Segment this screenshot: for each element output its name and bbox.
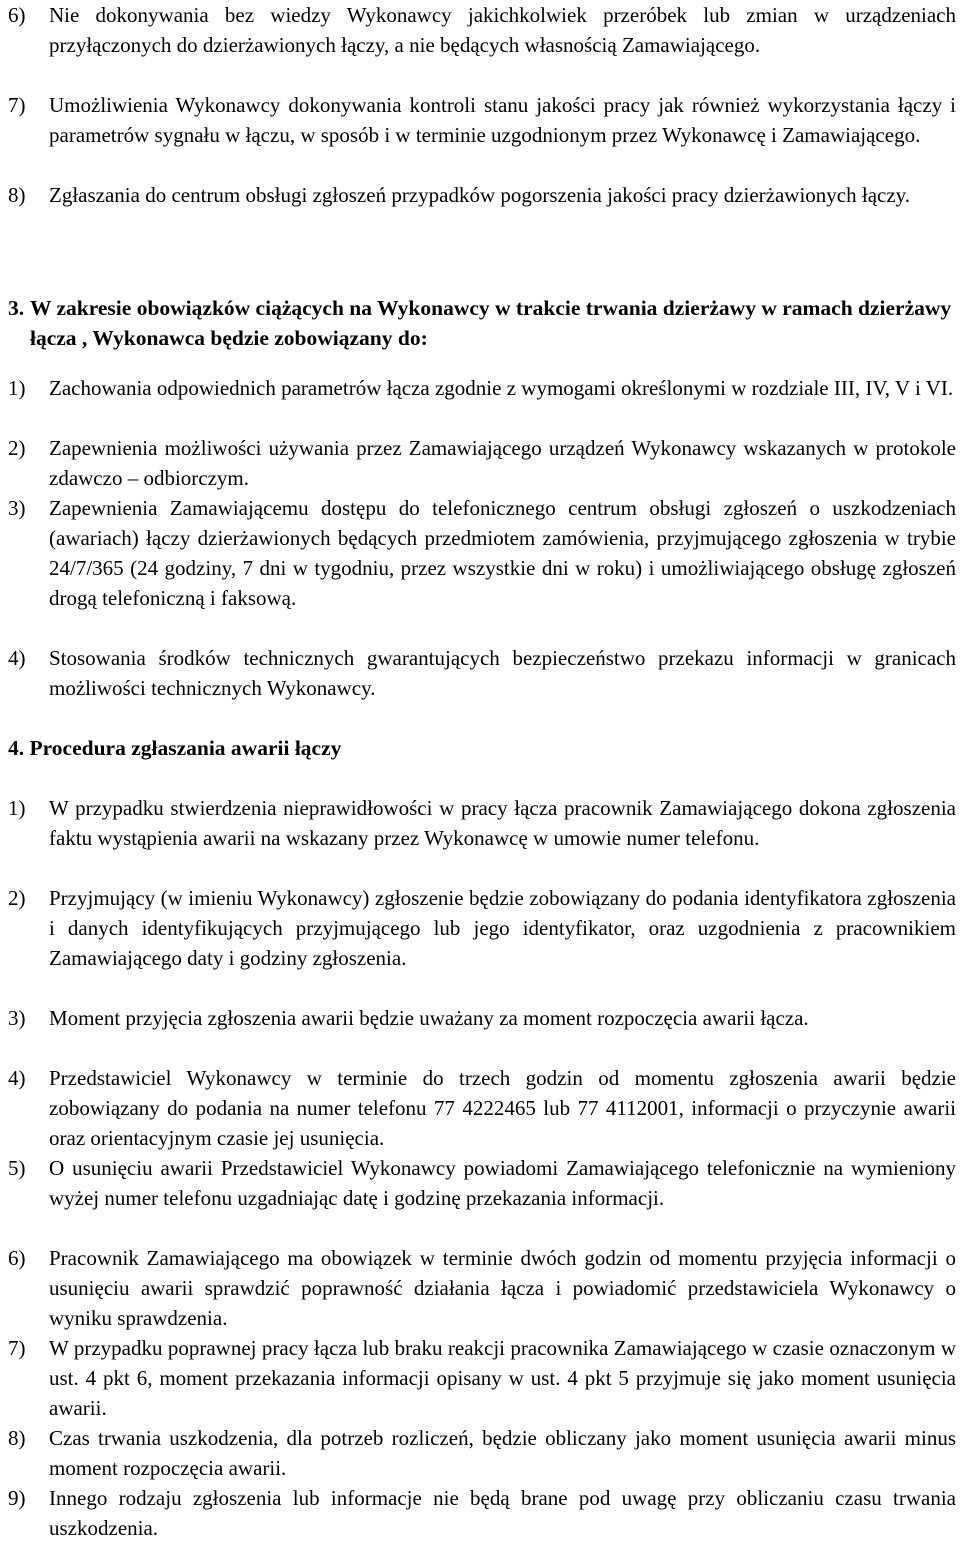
item-text: W przypadku stwierdzenia nieprawidłowości w pracy łącza pracownik Zamawiającego dokona zgłoszenia faktu wystąpienia awarii na wskazany przez Wykonawcę w umowie numer telefonu. xyxy=(49,796,956,850)
list-item xyxy=(8,643,956,703)
item-text: Zachowania odpowiednich parametrów łącza zgodnie z wymogami określonymi w rozdziale III, IV, V i VI. xyxy=(49,376,954,400)
item-number: 7) xyxy=(8,93,26,117)
item-text: Umożliwienia Wykonawcy dokonywania kontroli stanu jakości pracy jak również wykorzystania łączy i parametrów sygnału w łączu, w sposób i w terminie uzgodnionym przez Wykonawcę i Zamawiającego. xyxy=(49,93,956,147)
list-item xyxy=(8,1483,956,1543)
list-item xyxy=(8,1333,956,1423)
item-number: 1) xyxy=(8,796,26,820)
item-text: Zapewnienia możliwości używania przez Zamawiającego urządzeń Wykonawcy wskazanych w protokole zdawczo – odbiorczym. xyxy=(49,436,956,490)
list-item xyxy=(8,883,956,973)
section-title: W zakresie obowiązków ciążących na Wykonawcy w trakcie trwania dzierżawy w ramach dzierżawy łącza , Wykonawca będzie zobowiązany do: xyxy=(30,296,952,350)
item-text: W przypadku poprawnej pracy łącza lub braku reakcji pracownika Zamawiającego w czasie oznaczonym w ust. 4 pkt 6, moment przekazania informacji opisany w ust. 4 pkt 5 przyjmuje się jako moment usunięcia awarii. xyxy=(49,1336,956,1420)
item-number: 1) xyxy=(8,376,26,400)
item-number: 6) xyxy=(8,3,26,27)
item-number: 8) xyxy=(8,1426,26,1450)
item-text: Moment przyjęcia zgłoszenia awarii będzie uważany za moment rozpoczęcia awarii łącza. xyxy=(49,1006,809,1030)
list-item xyxy=(8,793,956,853)
item-number: 2) xyxy=(8,886,26,910)
list-item xyxy=(8,1063,956,1153)
item-text: Pracownik Zamawiającego ma obowiązek w terminie dwóch godzin od momentu przyjęcia informacji o usunięciu awarii sprawdzić poprawność działania łącza i powiadomić przedstawiciela Wykonawcy o wyniku sprawdzenia. xyxy=(49,1246,956,1330)
item-number: 7) xyxy=(8,1336,26,1360)
section-4-heading xyxy=(8,733,956,763)
item-number: 2) xyxy=(8,436,26,460)
item-text: Przyjmujący (w imieniu Wykonawcy) zgłoszenie będzie zobowiązany do podania identyfikatora zgłoszenia i danych identyfikujących przyjmującego lub jego identyfikator, oraz uzgodnienia z pracownikiem Zamawiającego daty i godziny zgłoszenia. xyxy=(49,886,956,970)
item-number: 9) xyxy=(8,1486,26,1510)
list-item xyxy=(8,433,956,493)
item-text: Stosowania środków technicznych gwarantujących bezpieczeństwo przekazu informacji w granicach możliwości technicznych Wykonawcy. xyxy=(49,646,956,700)
item-number: 5) xyxy=(8,1156,26,1180)
list-item xyxy=(8,493,956,613)
list-item xyxy=(8,373,956,403)
list-item xyxy=(8,1153,956,1213)
item-number: 6) xyxy=(8,1246,26,1270)
item-text: O usunięciu awarii Przedstawiciel Wykonawcy powiadomi Zamawiającego telefonicznie na wymieniony wyżej numer telefonu uzgadniając datę i godzinę przekazania informacji. xyxy=(49,1156,956,1210)
list-item xyxy=(8,1423,956,1483)
item-text: Nie dokonywania bez wiedzy Wykonawcy jakichkolwiek przeróbek lub zmian w urządzeniach przyłączonych do dzierżawionych łączy, a nie będących własnością Zamawiającego. xyxy=(49,3,956,57)
list-item xyxy=(8,180,956,210)
item-text: Zapewnienia Zamawiającemu dostępu do telefonicznego centrum obsługi zgłoszeń o uszkodzeniach (awariach) łączy dzierżawionych będących przedmiotem zamówienia, przyjmującego zgłoszenia w trybie 24/7/365 (24 godziny, 7 dni w tygodniu, przez wszystkie dni w roku) i umożliwiającego obsługę zgłoszeń drogą telefoniczną i faksową. xyxy=(49,496,956,610)
item-text: Przedstawiciel Wykonawcy w terminie do trzech godzin od momentu zgłoszenia awarii będzie zobowiązany do podania na numer telefonu 77 4222465 lub 77 4112001, informacji o przyczynie awarii oraz orientacyjnym czasie jej usunięcia. xyxy=(49,1066,956,1150)
item-number: 3) xyxy=(8,1006,26,1030)
item-number: 8) xyxy=(8,183,26,207)
list-item xyxy=(8,90,956,150)
item-number: 4) xyxy=(8,1066,26,1090)
section-number: 3. xyxy=(8,296,25,320)
item-text: Innego rodzaju zgłoszenia lub informacje nie będą brane pod uwagę przy obliczaniu czasu trwania uszkodzenia. xyxy=(49,1486,956,1540)
section-title: Procedura zgłaszania awarii łączy xyxy=(29,736,342,760)
section-3-heading xyxy=(8,293,956,353)
item-text: Zgłaszania do centrum obsługi zgłoszeń przypadków pogorszenia jakości pracy dzierżawionych łączy. xyxy=(49,183,911,207)
list-item xyxy=(8,1243,956,1333)
list-item xyxy=(8,0,956,60)
item-number: 4) xyxy=(8,646,26,670)
section-number: 4. xyxy=(8,736,25,760)
item-number: 3) xyxy=(8,496,26,520)
list-item xyxy=(8,1003,956,1033)
item-text: Czas trwania uszkodzenia, dla potrzeb rozliczeń, będzie obliczany jako moment usunięcia awarii minus moment rozpoczęcia awarii. xyxy=(49,1426,956,1480)
